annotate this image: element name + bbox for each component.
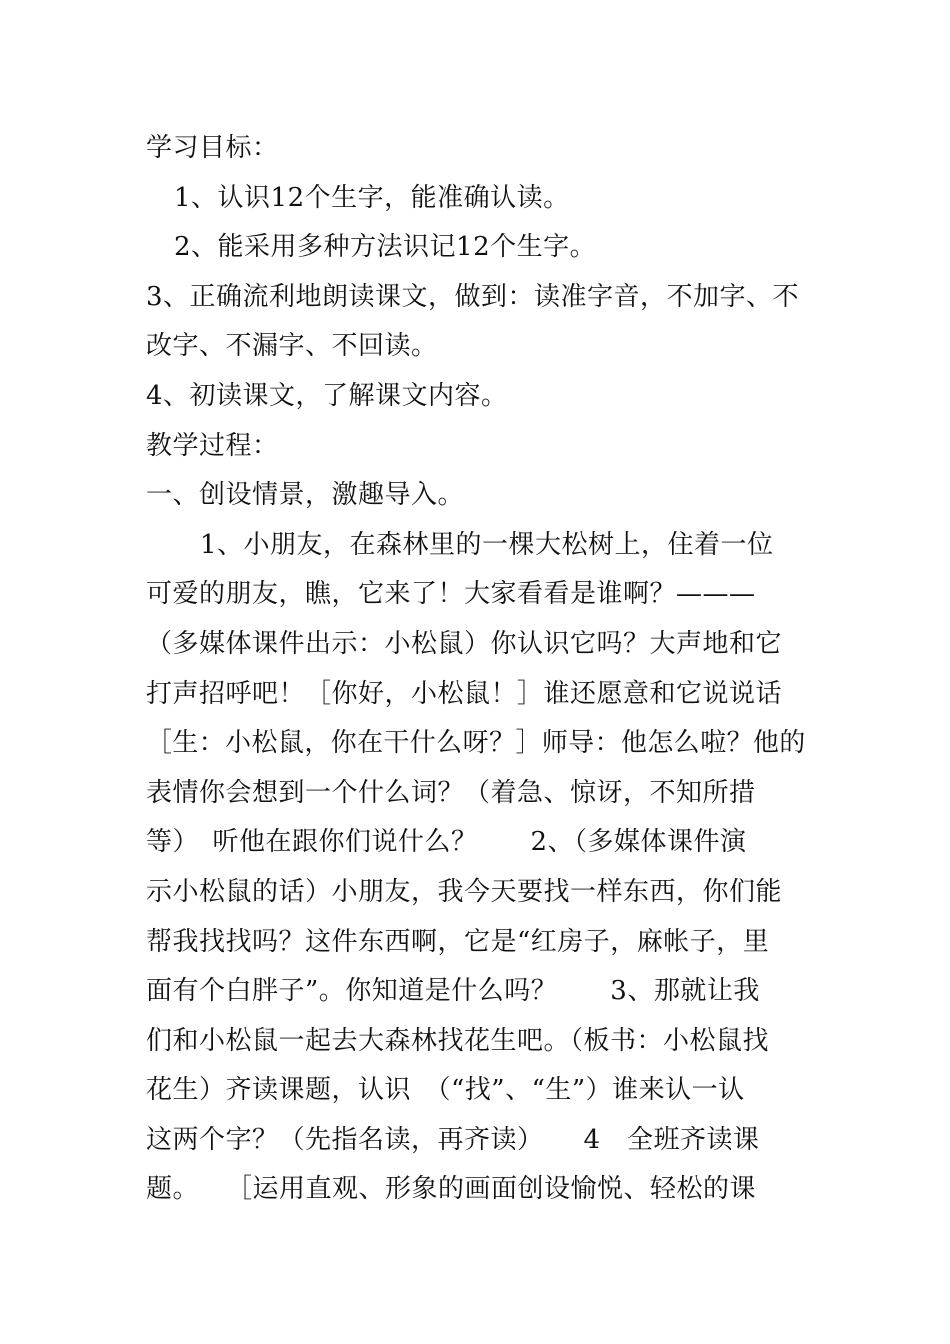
paragraph-line: 1、小朋友，在森林里的一棵大松树上，住着一位 [200,529,774,560]
goal-2: 2、能采用多种方法识记12个生字。 [174,232,597,263]
paragraph-line: 题。 ［运用直观、形象的画面创设愉悦、轻松的课 [146,1174,757,1205]
document-page [146,124,808,1215]
section-1-title: 一、创设情景，激趣导入。 [146,480,465,511]
paragraph-line: 等） 听他在跟你们说什么？ 2、（多媒体课件演 [146,827,747,858]
goal-4: 4、初读课文，了解课文内容。 [146,380,508,411]
goal-3-line-2: 改字、不漏字、不回读。 [146,331,438,362]
heading-learning-goals: 学习目标： [146,133,279,163]
paragraph-line: 示小松鼠的话）小朋友，我今天要找一样东西，你们能 [146,876,783,907]
paragraph-line: 这两个字？（先指名读，再齐读） 4 全班齐读课 [146,1124,760,1155]
paragraph-line: 可爱的朋友，瞧，它来了！大家看看是谁啊？——— [146,579,756,610]
goal-1: 1、认识12个生字，能准确认读。 [174,182,570,213]
paragraph-line: 打声招呼吧！［你好，小松鼠！］谁还愿意和它说说话 [146,678,783,709]
paragraph-line: （多媒体课件出示：小松鼠）你认识它吗？大声地和它 [146,628,783,659]
paragraph-line: 帮我找找吗？这件东西啊，它是“红房子，麻帐子，里 [146,926,770,957]
paragraph-line: ［生：小松鼠，你在干什么呀？］师导：他怎么啦？他的 [146,728,806,759]
paragraph-line: 花生）齐读课题，认识 （“找”、“生”）谁来认一认 [146,1075,745,1106]
paragraph-line: 面有个白胖子”。你知道是什么吗？ 3、那就让我 [146,976,760,1007]
paragraph-line: 们和小松鼠一起去大森林找花生吧。（板书：小松鼠找 [146,1025,770,1056]
paragraph-line: 表情你会想到一个什么词？（着急、惊讶，不知所措 [146,777,756,808]
goal-3-line-1: 3、正确流利地朗读课文，做到：读准字音，不加字、不 [146,281,800,312]
heading-teaching-process: 教学过程： [146,430,279,461]
